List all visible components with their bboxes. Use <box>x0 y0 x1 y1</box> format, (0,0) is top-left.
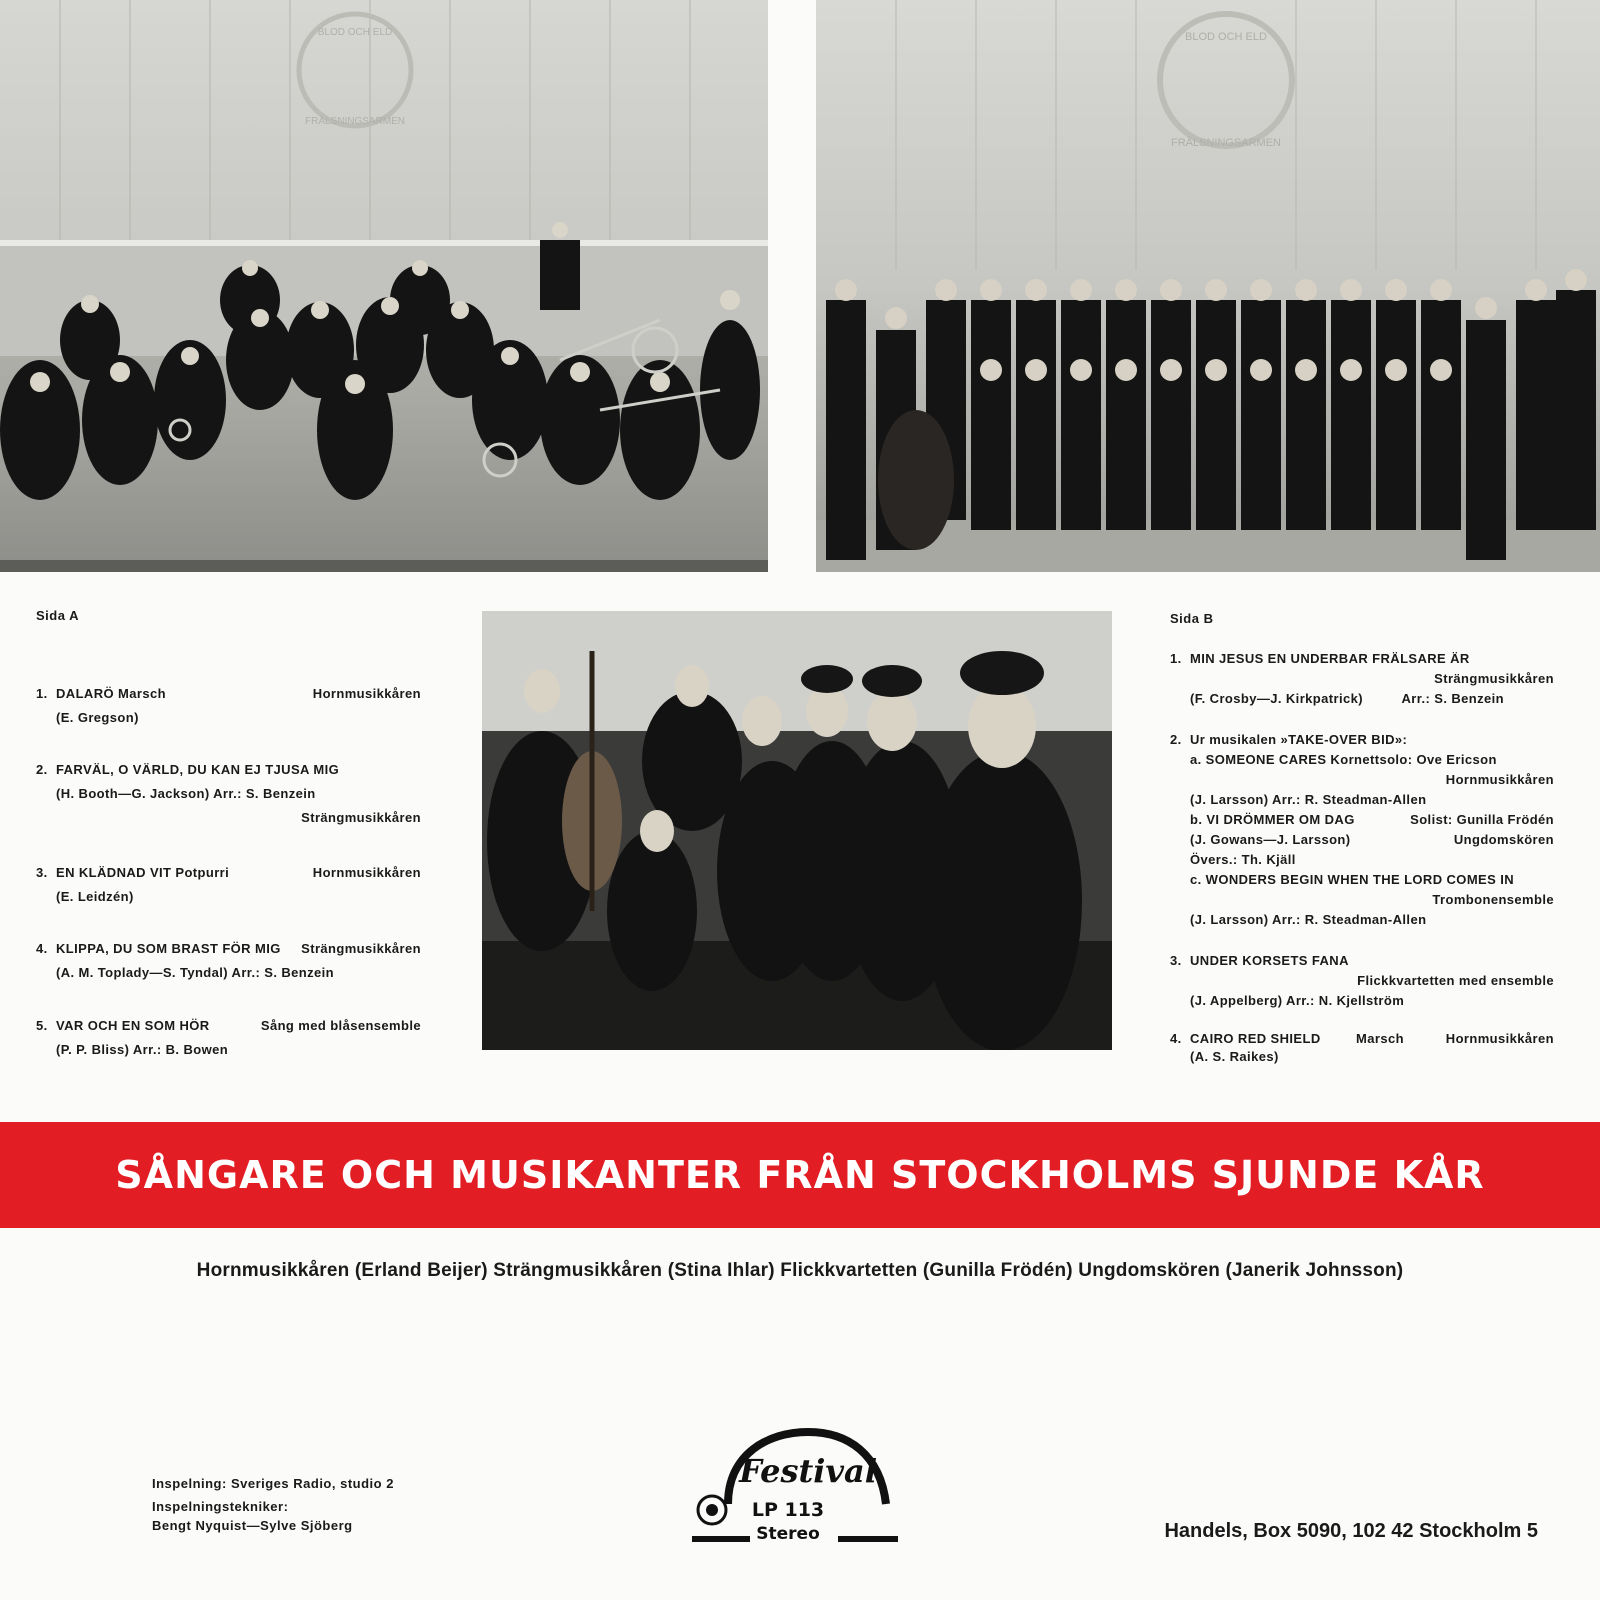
track-number: 4. <box>1170 1031 1182 1046</box>
track-number: 2. <box>1170 732 1182 747</box>
side-a-heading: Sida A <box>36 608 79 623</box>
choir-image <box>816 0 1600 572</box>
festival-logo-art <box>688 1424 902 1546</box>
track-credit: (H. Booth—G. Jackson) Arr.: S. Benzein <box>56 786 316 801</box>
track-title: MIN JESUS EN UNDERBAR FRÄLSARE ÄR <box>1190 651 1470 666</box>
recording-info <box>152 1472 394 1537</box>
side-a-track-5 <box>36 1014 421 1062</box>
ensemble-image <box>482 611 1112 1050</box>
recording-engineers: Bengt Nyquist—Sylve Sjöberg <box>152 1518 353 1533</box>
track-credit: (E. Gregson) <box>56 710 139 725</box>
track-number: 3. <box>36 865 48 880</box>
subtrack-b-translator: Övers.: Th. Kjäll <box>1190 852 1296 867</box>
track-genre: Marsch <box>1356 1031 1404 1046</box>
track-title: Ur musikalen »TAKE-OVER BID»: <box>1190 732 1408 747</box>
track-performer: Hornmusikkåren <box>312 865 421 880</box>
track-performer: Hornmusikkåren <box>1445 1031 1554 1046</box>
ensemble-credits: Hornmusikkåren (Erland Beijer) Strängmusikkåren (Stina Ihlar) Flickkvartetten (Gunilla Frödén) Ungdomskören (Janerik Johnsson) <box>196 1260 1404 1281</box>
subtrack-c-credit: (J. Larsson) Arr.: R. Steadman-Allen <box>1190 912 1427 927</box>
choir-emblem-bottom-text: FRÄLSNINGSARMEN <box>1170 137 1282 149</box>
track-credit: (J. Appelberg) Arr.: N. Kjellström <box>1190 993 1405 1008</box>
track-number: 5. <box>36 1018 48 1033</box>
track-number: 2. <box>36 762 48 777</box>
side-a-track-2 <box>36 758 421 830</box>
track-credit: (F. Crosby—J. Kirkpatrick) <box>1190 691 1363 706</box>
subtrack-b-performer: Ungdomskören <box>1453 832 1554 847</box>
side-b-track-1 <box>1170 649 1554 709</box>
track-performer: Strängmusikkåren <box>301 810 421 825</box>
distributor-address: Handels, Box 5090, 102 42 Stockholm 5 <box>1164 1520 1538 1542</box>
track-credit: (P. P. Bliss) Arr.: B. Bowen <box>56 1042 229 1057</box>
track-title: UNDER KORSETS FANA <box>1190 953 1349 968</box>
subtrack-a-credit: (J. Larsson) Arr.: R. Steadman-Allen <box>1190 792 1427 807</box>
track-title: DALARÖ Marsch <box>56 686 166 701</box>
track-credit: (E. Leidzén) <box>56 889 134 904</box>
track-title: FARVÄL, O VÄRLD, DU KAN EJ TJUSA MIG <box>56 762 340 777</box>
track-performer: Hornmusikkåren <box>312 686 421 701</box>
festival-logo <box>688 1424 902 1546</box>
track-number: 3. <box>1170 953 1182 968</box>
side-b-track-3 <box>1170 951 1554 1011</box>
subtrack-a-title: a. SOMEONE CARES Kornettsolo: Ove Ericson <box>1190 752 1497 767</box>
ensemble-photo <box>482 611 1112 1050</box>
title-band <box>0 1122 1600 1228</box>
side-a-track-3 <box>36 861 421 909</box>
subtrack-c-performer: Trombonensemble <box>1432 892 1554 907</box>
recording-studio: Inspelning: Sveriges Radio, studio 2 <box>152 1476 394 1491</box>
track-number: 4. <box>36 941 48 956</box>
track-performer: Strängmusikkåren <box>1434 671 1554 686</box>
band-emblem-top-text: BLOD OCH ELD <box>317 27 393 38</box>
track-performer: Flickkvartetten med ensemble <box>1357 973 1554 988</box>
track-performer: Strängmusikkåren <box>301 941 421 956</box>
album-title: SÅNGARE OCH MUSIKANTER FRÅN STOCKHOLMS SJUNDE KÅR <box>115 1153 1485 1197</box>
side-b-track-4 <box>1170 1030 1554 1066</box>
choir-photo <box>816 0 1600 572</box>
recording-engineers-label: Inspelningstekniker: <box>152 1499 289 1514</box>
track-number: 1. <box>36 686 48 701</box>
subtrack-b-solist: Solist: Gunilla Frödén <box>1410 812 1554 827</box>
choir-emblem-top-text: BLOD OCH ELD <box>1185 31 1267 43</box>
track-title: VAR OCH EN SOM HÖR <box>56 1018 210 1033</box>
subtrack-b-credit: (J. Gowans—J. Larsson) <box>1190 832 1351 847</box>
brass-band-photo <box>0 0 768 572</box>
track-title: KLIPPA, DU SOM BRAST FÖR MIG <box>56 941 281 956</box>
format-label: Stereo <box>756 1524 820 1544</box>
side-a-track-1 <box>36 682 421 730</box>
track-arranger: Arr.: S. Benzein <box>1401 691 1504 706</box>
side-b-track-2 <box>1170 730 1554 930</box>
track-credit: (A. S. Raikes) <box>1190 1049 1279 1064</box>
side-a-track-4 <box>36 937 421 985</box>
side-b-heading: Sida B <box>1170 611 1214 626</box>
track-credit: (A. M. Toplady—S. Tyndal) Arr.: S. Benzein <box>56 965 335 980</box>
track-title: EN KLÄDNAD VIT Potpurri <box>56 865 230 880</box>
subtrack-c-title: c. WONDERS BEGIN WHEN THE LORD COMES IN <box>1190 872 1515 887</box>
track-performer: Sång med blåsensemble <box>260 1018 421 1033</box>
catalog-number: LP 113 <box>751 1499 825 1521</box>
subtrack-a-performer: Hornmusikkåren <box>1445 772 1554 787</box>
band-emblem-bottom-text: FRÄLSNINGSARMEN <box>304 116 406 127</box>
track-title: CAIRO RED SHIELD <box>1190 1031 1321 1046</box>
festival-brand-text: Festival <box>739 1452 877 1490</box>
track-number: 1. <box>1170 651 1182 666</box>
subtrack-b-title: b. VI DRÖMMER OM DAG <box>1190 812 1355 827</box>
brass-band-image <box>0 0 768 572</box>
